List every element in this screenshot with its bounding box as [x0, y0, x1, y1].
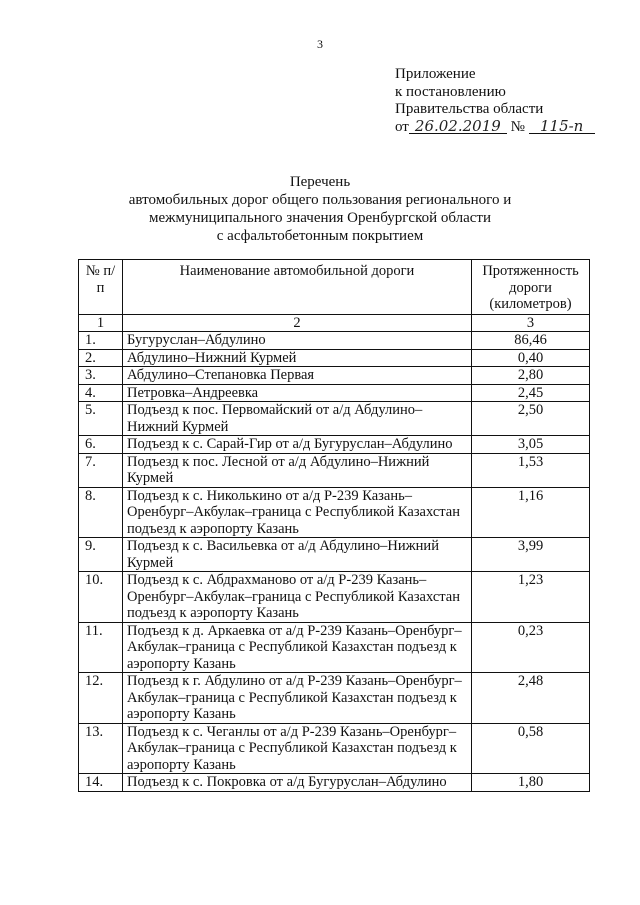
table-row — [79, 774, 590, 792]
road-name: Подъезд к с. Чеганлы от а/д Р-239 Казань–Оренбург–Акбулак–граница с Республикой Казахстан подъезд к аэропорту Казань — [123, 723, 472, 774]
row-number: 2. — [79, 349, 123, 367]
table-row — [79, 436, 590, 454]
handwritten-number: 115-п — [529, 119, 595, 134]
table-row — [79, 384, 590, 402]
road-name: Подъезд к с. Васильевка от а/д Абдулино–Нижний Курмей — [123, 538, 472, 572]
road-length: 2,48 — [472, 673, 590, 724]
table-row — [79, 487, 590, 538]
page-number: 3 — [317, 37, 323, 51]
road-length: 1,53 — [472, 453, 590, 487]
road-length: 3,05 — [472, 436, 590, 454]
road-length: 1,16 — [472, 487, 590, 538]
road-name: Подъезд к с. Сарай-Гир от а/д Бугуруслан–Абдулино — [123, 436, 472, 454]
column-number: 2 — [123, 314, 472, 332]
row-number: 6. — [79, 436, 123, 454]
road-name: Подъезд к д. Аркаевка от а/д Р-239 Казань–Оренбург–Акбулак–граница с Республикой Казахстан подъезд к аэропорту Казань — [123, 622, 472, 673]
road-length: 0,40 — [472, 349, 590, 367]
row-number: 12. — [79, 673, 123, 724]
number-label: № — [510, 118, 525, 135]
table-row — [79, 538, 590, 572]
road-length: 86,46 — [472, 332, 590, 350]
column-numbers-row — [79, 314, 590, 332]
road-name: Подъезд к с. Покровка от а/д Бугуруслан–Абдулино — [123, 774, 472, 792]
road-name: Бугуруслан–Абдулино — [123, 332, 472, 350]
appendix-line-3: Правительства области — [395, 101, 544, 117]
road-length: 2,45 — [472, 384, 590, 402]
row-number: 9. — [79, 538, 123, 572]
road-name: Абдулино–Степановка Первая — [123, 367, 472, 385]
row-number: 10. — [79, 572, 123, 623]
header-length: Протяженность дороги (километров) — [472, 260, 590, 315]
road-length: 0,23 — [472, 622, 590, 673]
title-line-4: с асфальтобетонным покрытием — [216, 228, 424, 244]
road-name: Подъезд к пос. Лесной от а/д Абдулино–Нижний Курмей — [123, 453, 472, 487]
handwritten-date: 26.02.2019 — [409, 119, 507, 134]
table-header-row — [79, 260, 590, 315]
roads-table — [78, 259, 590, 792]
table-row — [79, 349, 590, 367]
table-row — [79, 453, 590, 487]
column-number: 3 — [472, 314, 590, 332]
road-length: 3,99 — [472, 538, 590, 572]
title-line-1: Перечень — [289, 174, 351, 190]
column-number: 1 — [79, 314, 123, 332]
road-name: Подъезд к пос. Первомайский от а/д Абдулино–Нижний Курмей — [123, 402, 472, 436]
table-row — [79, 572, 590, 623]
table-row — [79, 367, 590, 385]
appendix-line-1: Приложение — [395, 66, 476, 82]
from-label: от — [395, 118, 409, 135]
row-number: 13. — [79, 723, 123, 774]
road-name: Петровка–Андреевка — [123, 384, 472, 402]
appendix-block — [395, 66, 595, 136]
road-name: Подъезд к с. Абдрахманово от а/д Р-239 Казань–Оренбург–Акбулак–граница с Республикой Казахстан подъезд к аэропорту Казань — [123, 572, 472, 623]
row-number: 11. — [79, 622, 123, 673]
header-num: № п/п — [79, 260, 123, 315]
row-number: 5. — [79, 402, 123, 436]
row-number: 14. — [79, 774, 123, 792]
road-name: Подъезд к г. Абдулино от а/д Р-239 Казань–Оренбург–Акбулак–граница с Республикой Казахстан подъезд к аэропорту Казань — [123, 673, 472, 724]
table-body — [79, 332, 590, 792]
row-number: 1. — [79, 332, 123, 350]
road-length: 0,58 — [472, 723, 590, 774]
table-row — [79, 332, 590, 350]
road-name: Абдулино–Нижний Курмей — [123, 349, 472, 367]
road-name: Подъезд к с. Николькино от а/д Р-239 Казань–Оренбург–Акбулак–граница с Республикой Казахстан подъезд к аэропорту Казань — [123, 487, 472, 538]
road-length: 2,80 — [472, 367, 590, 385]
row-number: 8. — [79, 487, 123, 538]
table-row — [79, 622, 590, 673]
row-number: 3. — [79, 367, 123, 385]
table-row — [79, 402, 590, 436]
title-line-2: автомобильных дорог общего пользования регионального и — [128, 192, 512, 208]
title-line-3: межмуниципального значения Оренбургской области — [148, 210, 492, 226]
table-row — [79, 673, 590, 724]
appendix-line-2: к постановлению — [395, 83, 506, 100]
appendix-date-line — [395, 116, 595, 137]
document-title — [0, 173, 640, 245]
table-row — [79, 723, 590, 774]
header-name: Наименование автомобильной дороги — [123, 260, 472, 315]
row-number: 4. — [79, 384, 123, 402]
road-length: 1,23 — [472, 572, 590, 623]
row-number: 7. — [79, 453, 123, 487]
road-length: 2,50 — [472, 402, 590, 436]
road-length: 1,80 — [472, 774, 590, 792]
